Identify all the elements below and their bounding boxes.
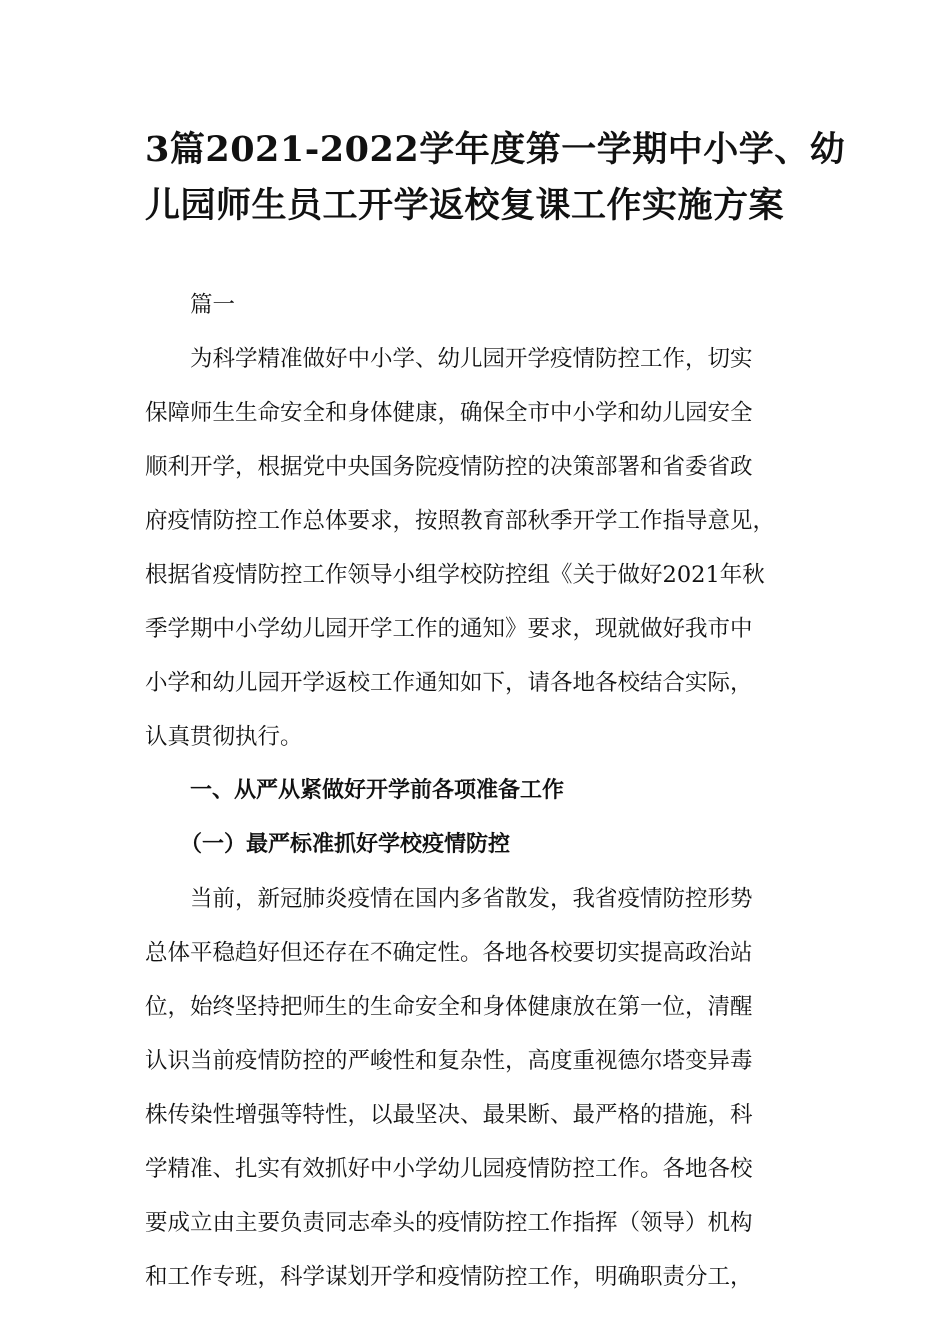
paragraph-line: 认真贯彻执行。 <box>145 724 303 750</box>
paragraph-line: 府疫情防控工作总体要求，按照教育部秋季开学工作指导意见， <box>145 508 776 534</box>
paragraph-line: 保障师生生命安全和身体健康，确保全市中小学和幼儿园安全 <box>145 400 753 426</box>
paragraph-line: 季学期中小学幼儿园开学工作的通知》要求，现就做好我市中 <box>145 616 753 642</box>
title-line: 3篇2021-2022学年度第一学期中小学、幼 <box>145 129 846 170</box>
paragraph-intro <box>145 332 805 764</box>
paragraph-line: 株传染性增强等特性，以最坚决、最果断、最严格的措施，科 <box>145 1102 753 1128</box>
paragraph-line: 总体平稳趋好但还存在不确定性。各地各校要切实提高政治站 <box>145 940 753 966</box>
paragraph-line: 根据省疫情防控工作领导小组学校防控组《关于做好2021年秋 <box>145 562 765 588</box>
subsection-heading: （一）最严标准抓好学校疫情防控 <box>180 832 511 857</box>
document-title <box>145 122 846 234</box>
title-line: 儿园师生员工开学返校复课工作实施方案 <box>145 185 785 226</box>
paragraph-epidemic <box>145 872 805 1304</box>
paragraph-line: 位，始终坚持把师生的生命安全和身体健康放在第一位，清醒 <box>145 994 753 1020</box>
paragraph-line: 要成立由主要负责同志牵头的疫情防控工作指挥（领导）机构 <box>145 1210 753 1236</box>
paragraph-line: 为科学精准做好中小学、幼儿园开学疫情防控工作，切实 <box>190 346 753 372</box>
document-body <box>145 278 805 1304</box>
paragraph-line: 小学和幼儿园开学返校工作通知如下，请各地各校结合实际， <box>145 670 753 696</box>
paragraph-line: 学精准、扎实有效抓好中小学幼儿园疫情防控工作。各地各校 <box>145 1156 753 1182</box>
section-label: 篇一 <box>190 292 236 318</box>
paragraph-line: 当前，新冠肺炎疫情在国内多省散发，我省疫情防控形势 <box>190 886 753 912</box>
paragraph-line: 顺利开学，根据党中央国务院疫情防控的决策部署和省委省政 <box>145 454 753 480</box>
paragraph-line: 认识当前疫情防控的严峻性和复杂性，高度重视德尔塔变异毒 <box>145 1048 753 1074</box>
section-heading: 一、从严从紧做好开学前各项准备工作 <box>190 778 565 803</box>
paragraph-line: 和工作专班，科学谋划开学和疫情防控工作，明确职责分工， <box>145 1264 753 1290</box>
